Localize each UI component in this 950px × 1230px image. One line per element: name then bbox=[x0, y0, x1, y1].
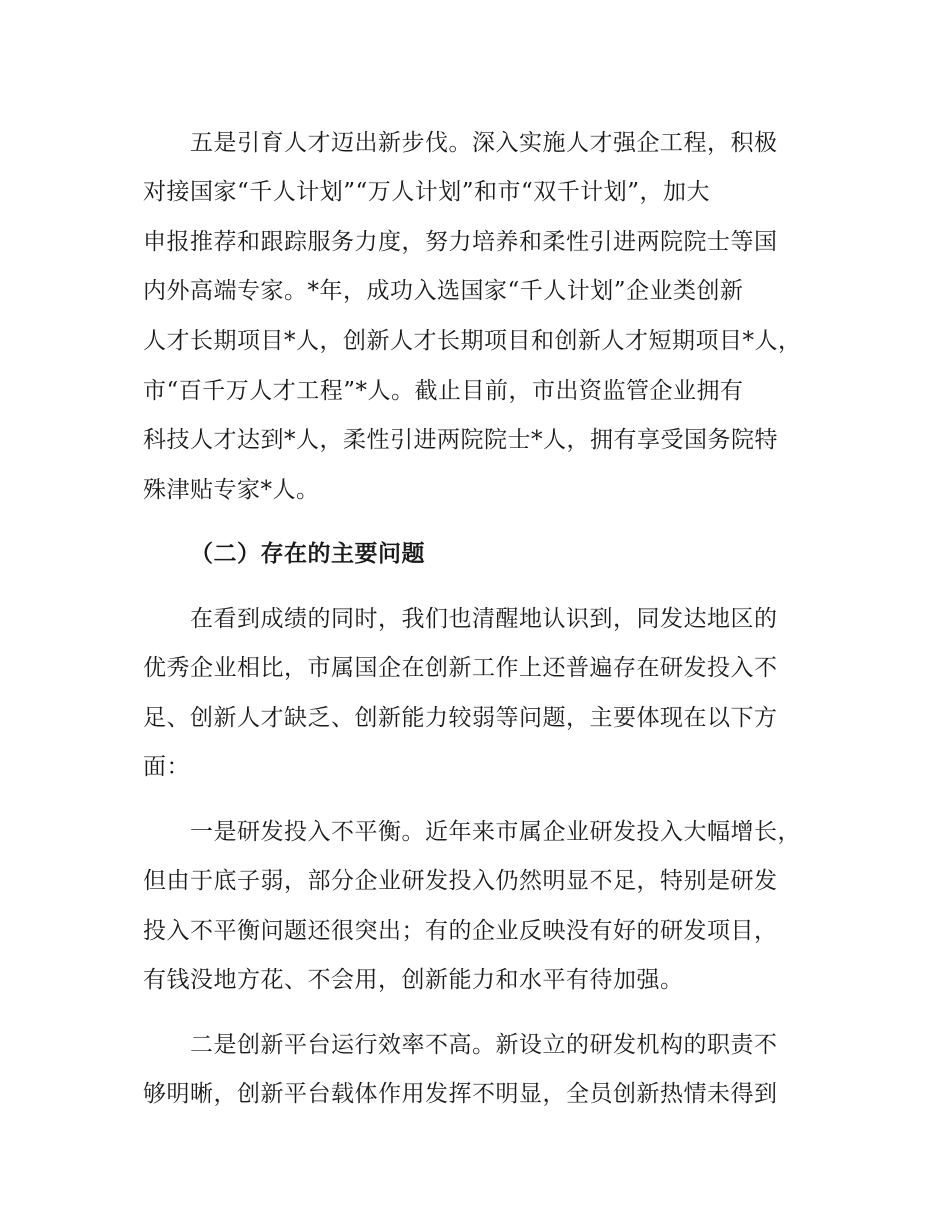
paragraph-1-line-3: 申报推荐和跟踪服务力度，努力培养和柔性引进两院院士等国 bbox=[143, 229, 778, 255]
paragraph-3-line-1: 一是研发投入不平衡。近年来市属企业研发投入大幅增长， bbox=[190, 819, 801, 845]
paragraph-1-line-5: 人才长期项目*人，创新人才长期项目和创新人才短期项目*人， bbox=[143, 328, 802, 354]
paragraph-3-line-4: 有钱没地方花、不会用，创新能力和水平有待加强。 bbox=[143, 967, 684, 993]
paragraph-4-line-1: 二是创新平台运行效率不高。新设立的研发机构的职责不 bbox=[190, 1032, 778, 1058]
paragraph-1-line-8: 殊津贴专家*人。 bbox=[143, 477, 320, 503]
paragraph-2-line-3: 足、创新人才缺乏、创新能力较弱等问题，主要体现在以下方 bbox=[143, 705, 778, 731]
paragraph-1-line-6: 市“百千万人才工程”*人。截止目前，市出资监管企业拥有 bbox=[143, 378, 744, 404]
paragraph-4-line-2: 够明晰，创新平台载体作用发挥不明显，全员创新热情未得到 bbox=[143, 1081, 778, 1107]
paragraph-1-line-2: 对接国家“千人计划”“万人计划”和市“双千计划”，加大 bbox=[143, 179, 711, 205]
paragraph-3-line-2: 但由于底子弱，部分企业研发投入仍然明显不足，特别是研发 bbox=[143, 868, 778, 894]
paragraph-1-line-7: 科技人才达到*人，柔性引进两院院士*人，拥有享受国务院特 bbox=[143, 427, 778, 453]
section-heading: （二）存在的主要问题 bbox=[190, 541, 425, 567]
paragraph-2-line-1: 在看到成绩的同时，我们也清醒地认识到，同发达地区的 bbox=[190, 606, 778, 632]
paragraph-1-line-4: 内外高端专家。*年，成功入选国家“千人计划”企业类创新 bbox=[143, 278, 744, 304]
paragraph-1-line-1: 五是引育人才迈出新步伐。深入实施人才强企工程，积极 bbox=[190, 130, 778, 156]
paragraph-3-line-3: 投入不平衡问题还很突出；有的企业反映没有好的研发项目， bbox=[143, 918, 778, 944]
paragraph-2-line-2: 优秀企业相比，市属国企在创新工作上还普遍存在研发投入不 bbox=[143, 655, 778, 681]
paragraph-2-line-4: 面： bbox=[143, 754, 190, 780]
